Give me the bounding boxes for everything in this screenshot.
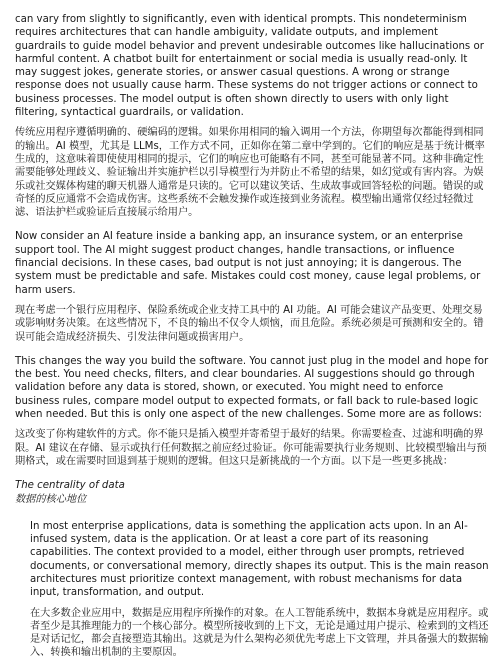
paragraph-3-english: This changes the way you build the software. You cannot just plug in the model and hope for the best. You need checks, filters, and clear boundaries. AI suggestions should go through validation before any data is stored, shown, or executed. You might need to enforce business rules, compare model output to expected formats, or fall back to rule-based logic when needed. But this is only one aspect of the new challenges. Some more are as follows:	[15, 355, 489, 421]
paragraph-2-chinese: 现在考虑一个银行应用程序、保险系统或企业支持工具中的 AI 功能。AI 可能会建议产品变更、处理交易或影响财务决策。在这些情况下，不良的输出不仅令人烦恼，而且危险。系统必须是可预测和安全的。错误可能会造成经济损失、引发法律问题或损害用户。	[15, 304, 484, 343]
section-body-chinese: 在大多数企业应用中，数据是应用程序所操作的对象。在人工智能系统中，数据本身就是应用程序。或者至少是其推理能力的一个核心部分。模型所接收到的上下文，无论是通过用户提示、检索到的文档还是对话记忆，都会直接塑造其输出。这就是为什么架构必须优先考虑上下文管理，并具备强大的数据输入、转换和输出机制的主要原因。	[30, 607, 489, 659]
section-heading-english: The centrality of data	[15, 480, 125, 492]
document-page	[15, 13, 489, 671]
section-heading-chinese: 数据的核心地位	[15, 493, 87, 505]
section-body-english: In most enterprise applications, data is something the application acts upon. In an AI-infused system, data is the application. Or at least a core part of its reasoning capabilities. The context provided to a model, either through user prompts, retrieved documents, or conversational memory, directly shapes its output. This is the main reason architectures must prioritize context management, with robust mechanisms for data input, transformation, and output.	[30, 520, 489, 599]
paragraph-3-chinese: 这改变了你构建软件的方式。你不能只是插入模型并寄希望于最好的结果。你需要检查、过滤和明确的界限。AI 建议在存储、显示或执行任何数据之前应经过验证。你可能需要执行业务规则、比较模型输出与预期格式，或在需要时回退到基于规则的逻辑。但这只是新挑战的一个方面。以下是一些更多挑战：	[15, 429, 487, 467]
paragraph-2-english: Now consider an AI feature inside a banking app, an insurance system, or an enterprise support tool. The AI might suggest product changes, handle transactions, or influence financial decisions. In these cases, bad output is not just annoying; it is dangerous. The system must be predictable and safe. Mistakes could cost money, cause legal problems, or harm users.	[15, 231, 481, 296]
paragraph-1-chinese: 传统应用程序遵循明确的、硬编码的逻辑。如果你用相同的输入调用一个方法，你期望每次都能得到相同的输出。AI 模型，尤其是 LLMs，工作方式不同，正如你在第二章中学到的。它们的响应是基于统计概率生成的，这意味着即使使用相同的提示，它们的响应也可能略有不同，甚至可能显著不同。这种非确定性需要能够处理歧义、验证输出并实施护栏以引导模型行为并防止不希望的结果，如幻觉或有害内容。为娱乐或社交媒体构建的聊天机器人通常是只读的。它可以建议笑话、生成故事或回答轻松的问题。错误的或奇怪的反应通常不会造成伤害。这些系统不会触发操作或连接到业务流程。模型输出通常仅经过轻微过滤、语法护栏或验证后直接展示给用户。	[15, 127, 485, 219]
paragraph-1-english: can vary from slightly to significantly, even with identical prompts. This nondeterminism requires architectures that can handle ambiguity, validate outputs, and implement guardrails to guide model behavior and prevent undesirable outcomes like hallucinations or harmful content. A chatbot built for entertainment or social media is usually read-only. It may suggest jokes, generate stories, or answer casual questions. A wrong or strange response does not usually cause harm. These systems do not trigger actions or connect to business processes. The model output is often shown directly to users with only light filtering, syntactical guardrails, or validation.	[15, 14, 484, 119]
section-body	[15, 520, 489, 660]
